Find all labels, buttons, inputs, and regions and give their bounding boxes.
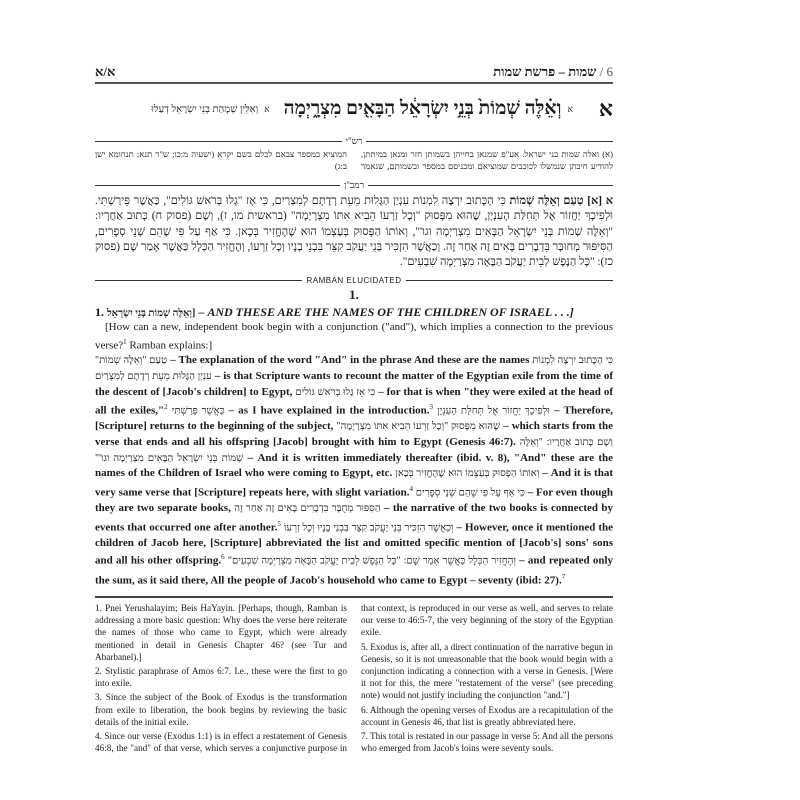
elucidated-label: RAMBAN ELUCIDATED: [306, 276, 402, 286]
footnote: 7. This total is restated in our passage in verse 5: And all the persons who emerged from Jacob's loins were seventy souls.: [361, 730, 613, 754]
footnote: 6. Although the opening verses of Exodus are a recapitulation of the account in Genesis 46, that list is greatly abbreviated here.: [361, 704, 613, 727]
ramban-lead: א [א] טַעַם וְאֵלֶּה שְׁמוֹת: [509, 195, 614, 207]
verse-mark: א: [567, 104, 573, 114]
ramban-divider: [95, 180, 613, 190]
footnote: 3. Since the subject of the Book of Exodus is the transformation from exile to liberation, the book begins by reviewing the basic details of the initial exile.: [95, 692, 347, 727]
elucidated-divider: [95, 276, 613, 285]
elucidated-heading: 1. [וְאֵלֶּה שְׁמוֹת בְּנֵי יִשְׂרָאֵל – AND THESE ARE THE NAMES OF THE CHILDREN OF ISRAEL . . .]: [95, 305, 574, 320]
footnote: 5. Exodus is, after all, a direct continuation of the narrative begun in Genesis, so it is not unreasonable that the book would begin with a conjunction indicating a connection with a verse in Genesis. [Were it not for this, the mere "restatement of the verse" (see preceding note) would not justify including the conjunction "and."]: [361, 641, 613, 701]
footnote: 2. Stylistic paraphrase of Amos 6:7. I.e., these were the first to go into exile.: [95, 665, 347, 689]
rashi-divider: [95, 136, 613, 146]
verse-text: וְאֵ֗לֶּה שְׁמוֹת֙ בְּנֵ֣י יִשְׂרָאֵ֔ל הַבָּאִ֖ים מִצְרָ֑יְמָה: [283, 98, 562, 119]
elucidated-body: [95, 320, 613, 587]
chapter-verse-ref: א/א: [95, 64, 116, 79]
footnote: 1. Pnei Yerushalayim; Beis HaYayin. [Perhaps, though, Ramban is addressing a more basic question: Why does the verse here reiterate the names of those who came to Egypt, which were already mentioned in detail in Genesis Chapter 46? (see Tur and Abarbanel).]: [95, 602, 347, 662]
footnote-rule: [95, 596, 613, 598]
heading-hebrew: [וְאֵלֶּה שְׁמוֹת בְּנֵי יִשְׂרָאֵל: [107, 308, 196, 320]
rashi-commentary: (א) ואלה שמות בני ישראל. אע"פ שמנאן בחייהן בשמותן חזר ומנאן במיתתן, להודיע חיבתן שנמשלו לכוכבים שמוציאם ומכניסם במספר ובשמותם, שנאמר המוציא במספר צבאם לכלם בשם יקרא (ישעיה מ:כו; ש"ר תנא; תנחומא ישן ב:ג): [95, 149, 613, 171]
ramban-hebrew-text: [95, 194, 613, 270]
footnotes: [95, 602, 613, 755]
ramban-label: רמב"ן: [343, 180, 365, 190]
running-head: [95, 62, 613, 84]
ramban-text: כִּי הַכָּתוּב יִרְצֶה לִמְנוֹת עִנְיַן הַגָּלוּת מֵעֵת רְדֶתָם לְמִצְרַיִם, כִּי אָז "גָלוּ בְּרֹאשׁ גּוֹלִים", כַּאֲשֶׁר פֵּירַשְׁתִּי. וּלְפִיכָךְ יַחֲזוֹר אֶל תְּחִלַּת הָעִנְיָן, שֶׁהוּא מִפָּסוּק "וְכָל זַרְעוֹ הֵבִיא אִתּוֹ מִצְרָיְמָה" (בראשית מו, ז), וְשָׁם (פסוק ח) כָּתוּב אַחֲרָיו: "וְאֵלֶּה שְׁמוֹת בְּנֵי יִשְׂרָאֵל הַבָּאִים מִצְרַיְמָה וגו'", וְאוֹתוֹ הַפָּסוּק בְּעַצְמוֹ הוּא שֶׁהֶחֱזִיר בְּכָאן. כִּי אַף עַל פִּי שֶׁהֵם שְׁנֵי סְפָרִים, הַסִּיפּוּר מְחוּבָּר בִּדְבָרִים בָּאִים זֶה אַחַר זֶה. וְכַאֲשֶׁר הִזְכִּיר בְּנֵי יַעֲקֹב קִצֵּר בִּבְנֵי בָנָיו וְכָל זַרְעוֹ, וְהֶחֱזִיר הַכְּלָל כַּאֲשֶׁר אָמַר שָׁם (פסוק כז): "כָּל הַנֶּפֶשׁ לְבֵית יַעֲקֹב הַבָּאָה מִצְרַיְמָה שִׁבְעִים".: [95, 195, 613, 269]
chapter-letter: א: [598, 96, 613, 121]
page-number: 6: [606, 64, 613, 79]
section-number: 1.: [349, 287, 359, 303]
elucidated-paragraph: טַעַם "וְאֵלֶּה שְׁמוֹת" – The explanation of the word "And" in the phrase And these are the names כִּי הַכָּתוּב יִרְצֶה לִמְנוֹת עִנְיַן הַגָּלוּת מֵעֵת רְדֶתָם לְמִצְרַיִם – is that Scripture wants to recount the matter of the Egyptian exile from the time of the descent of [Jacob's children] to Egypt, כִּי אָז גָּלוּ בְּרֹאשׁ גּוֹלִים – for that is when "they were exiled at the head of all the exiles,"$^2$ כַּאֲשֶׁר פֵּרַשְׁתִּי – as I have explained in the introduction.$^3$ וּלְפִיכָךְ יַחֲזוֹר אֶל תְּחִלַּת הָעִנְיָן – Therefore, [Scripture] returns to the beginning of the subject, שֶׁהוּא מִפָּסוּק "וְכָל זַרְעוֹ הֵבִיא אִתּוֹ מִצְרָיְמָה" – which starts from the verse that ends and all his offspring [Jacob] brought with him to Egypt (Genesis 46:7). וְשָׁם כָּתוּב אַחֲרָיו: "וְאֵלֶּה שְׁמוֹת בְּנֵי יִשְׂרָאֵל הַבָּאִים מִצְרַיְמָה וגו'" – And it is written immediately thereafter (ibid. v. 8), "And" these are the names of the Children of Israel who were coming to Egypt, etc. וְאוֹתוֹ הַפָּסוּק בְּעַצְמוֹ הוּא שֶׁהֶחֱזִיר בְּכָאן – And it is that very same verse that [Scripture] repeats here, with slight variation.$^4$ כִּי אַף עַל פִּי שֶׁהֵם שְׁנֵי סְפָרִים – For even though they are two separate books, הַסִּפּוּר מְחֻבָּר בִּדְבָרִים בָּאִים זֶה אַחַר זֶה – the narrative of the two books is connected by events that occurred one after another.$^5$ וְכַאֲשֶׁר הִזְכִּיר בְּנֵי יַעֲקֹב קִצֵּר בִּבְנֵי בָנָיו וְכָל זַרְעוֹ – However, once it mentioned the children of Jacob here, [Scripture] abbreviated the list and omitted specific mention of [Jacob's] sons' sons and all his other offspring.$^6$ וְהֶחֱזִיר הַכְּלָל כַּאֲשֶׁר אָמַר שָׁם: "כָּל הַנֶּפֶשׁ לְבֵית יַעֲקֹב הַבָּאָה מִצְרַיְמָה שִׁבְעִים" – and repeated only the sum, as it said there, All the people of Jacob's household who came to Egypt – seventy (ibid: 27).$^7$: [95, 354, 614, 587]
elucidated-intro: [How can a new, independent book begin with a conjunction ("and"), which implies a connection to the previous verse?$^1$ Ramban explains:]: [95, 321, 613, 352]
heading-english: – AND THESE ARE THE NAMES OF THE CHILDREN OF ISRAEL . . .]: [198, 305, 574, 320]
verse-line: [95, 96, 613, 122]
book-page: [95, 62, 613, 755]
onkelos-mark: א: [264, 104, 270, 114]
rashi-label: רש"י: [345, 136, 363, 146]
footnote: 4. Since our verse (Exodus 1:1) is in effect a restatement of Genesis 46:8, the "and" of that verse, which serves a conjunctive purpose in that context, is reproduced in our verse as well, and serves to relate our verse to 46:5-7, the very beginning of the story of the Egyptian exile.: [95, 602, 613, 754]
page-title: 6 / שמות – פרשת שמות: [493, 64, 613, 79]
parsha-title: שמות – פרשת שמות: [493, 64, 597, 79]
onkelos-translation: וְאִלֵּין שְׁמָהַת בְּנֵי יִשְׂרָאֵל דְעַלוּ: [151, 103, 259, 115]
